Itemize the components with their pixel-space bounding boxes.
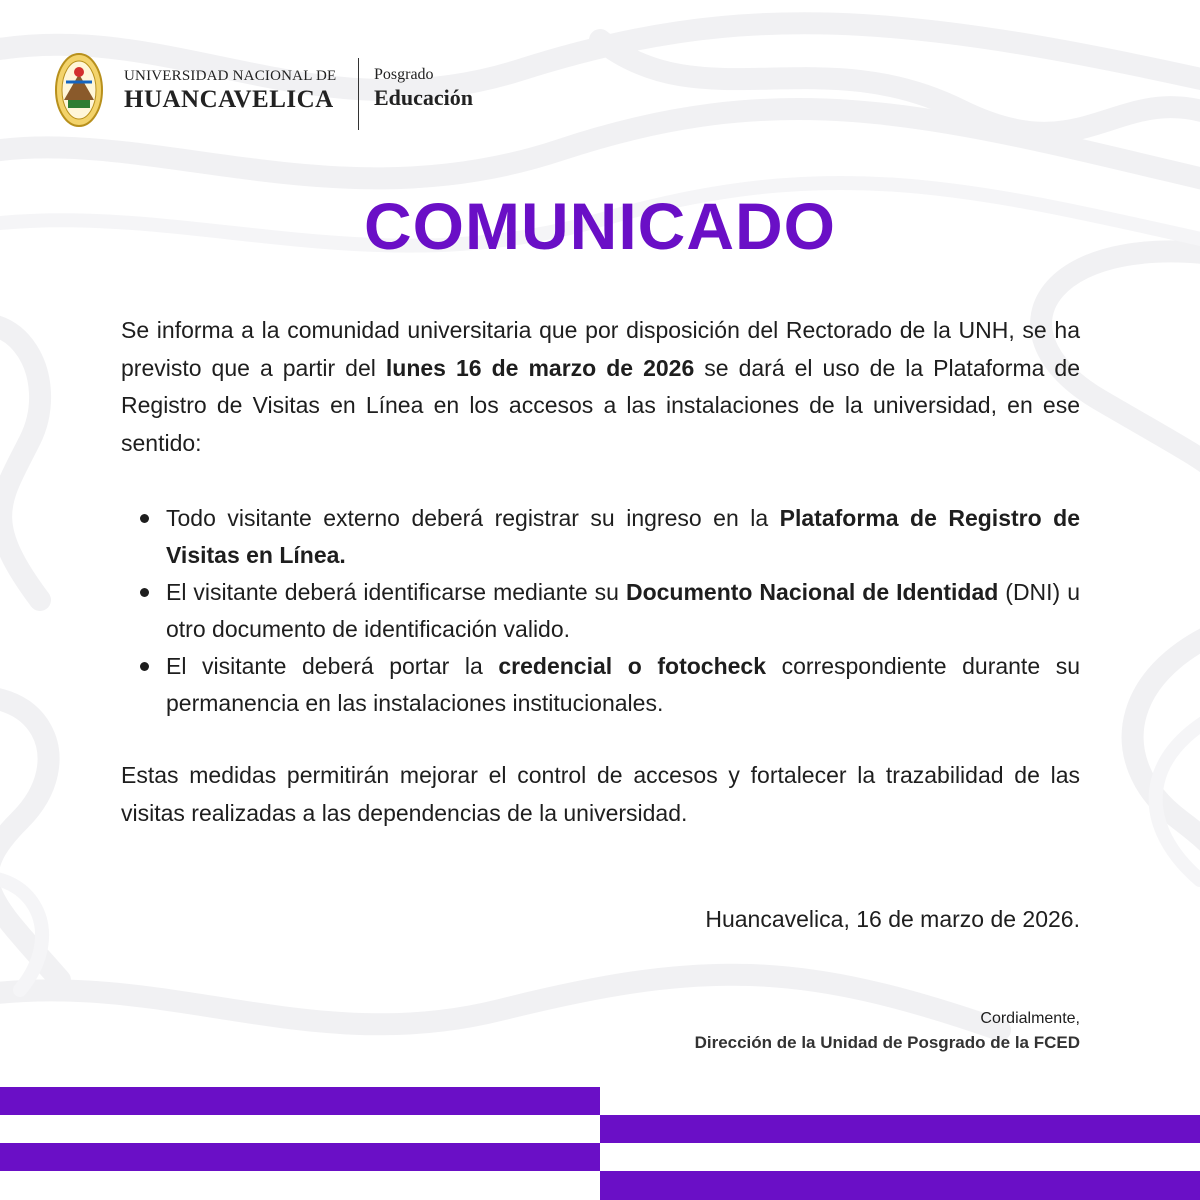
intro-text-date: lunes 16 de marzo de 2026	[385, 354, 695, 381]
intro-text-after: se dará el uso de la Plataforma de Registro de Visitas en Línea en los accesos a las instalaciones de la universidad, en ese sentido:	[121, 354, 1080, 456]
list-item-text-after: correspondiente durante su permanencia en las instalaciones institucionales.	[166, 653, 1080, 716]
bullet-dot-icon	[140, 514, 149, 523]
unit-name	[374, 66, 473, 111]
page-title: COMUNICADO	[364, 189, 836, 263]
intro-paragraph	[121, 312, 1080, 462]
regards-text: Cordialmente,	[980, 1010, 1080, 1027]
unit-name-line2: Educación	[374, 85, 474, 110]
unit-name-line1: Posgrado	[374, 66, 434, 83]
list-item-text-bold: Plataforma de Registro de Visitas en Línea.	[166, 505, 1080, 568]
place-date: Huancavelica, 16 de marzo de 2026.	[705, 906, 1080, 932]
university-seal-icon	[54, 52, 104, 128]
signer-name: Dirección de la Unidad de Posgrado de la FCED	[694, 1033, 1080, 1052]
list-item	[121, 500, 1080, 574]
closing-paragraph: Estas medidas permitirán mejorar el control de accesos y fortalecer la trazabilidad de las visitas realizadas a las dependencias de la universidad.	[121, 762, 1080, 826]
list-item-text-before: Todo visitante externo deberá registrar su ingreso en la	[166, 505, 780, 531]
list-item-text-after: (DNI) u otro documento de identificación valido.	[166, 579, 1080, 642]
university-name	[124, 68, 336, 114]
university-name-line1: UNIVERSIDAD NACIONAL DE	[124, 68, 337, 84]
footer-stripe	[0, 1143, 600, 1171]
list-item-text-bold: credencial o fotocheck	[498, 653, 766, 679]
footer-stripe	[600, 1115, 1200, 1143]
list-item	[121, 574, 1080, 648]
list-item-text-before: El visitante deberá identificarse mediante su	[166, 579, 626, 605]
list-item	[121, 648, 1080, 722]
bullet-dot-icon	[140, 588, 149, 597]
list-item-text-bold: Documento Nacional de Identidad	[625, 579, 999, 605]
university-name-line2: HUANCAVELICA	[124, 86, 334, 113]
bullet-dot-icon	[140, 662, 149, 671]
intro-text-before: Se informa a la comunidad universitaria que por disposición del Rectorado de la UNH, se ha previsto que a partir del	[121, 317, 1080, 381]
requirements-list	[121, 500, 1080, 722]
list-item-text-before: El visitante deberá portar la	[166, 653, 499, 679]
header-divider	[358, 58, 359, 130]
footer-stripe	[0, 1087, 600, 1115]
footer-stripe	[600, 1171, 1200, 1200]
